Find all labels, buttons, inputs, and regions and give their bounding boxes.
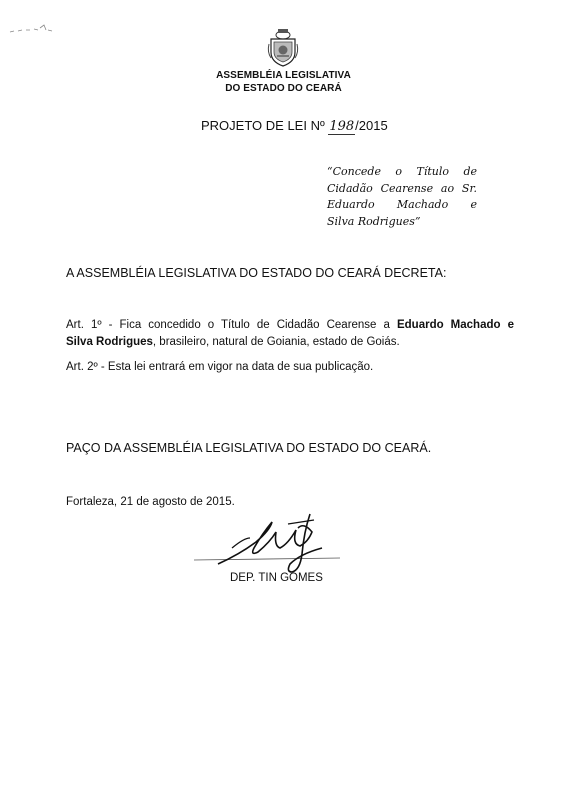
bill-title xyxy=(201,118,388,135)
closing-statement: PAÇO DA ASSEMBLÉIA LEGISLATIVA DO ESTADO DO CEARÁ. xyxy=(66,441,432,455)
article-1-rest: , brasileiro, natural de Goiania, estado de Goiás. xyxy=(152,336,400,348)
signature xyxy=(192,508,342,574)
scan-mark xyxy=(8,22,54,36)
bill-summary-line: “Concede o Título de xyxy=(327,165,477,178)
bill-summary-line: Eduardo Machado e xyxy=(327,198,477,211)
article-1 xyxy=(66,317,514,351)
bill-summary-line: Silva Rodrigues” xyxy=(327,214,421,228)
decree-heading: A ASSEMBLÉIA LEGISLATIVA DO ESTADO DO CEARÁ DECRETA: xyxy=(66,266,447,280)
institution-name-line2: DO ESTADO DO CEARÁ xyxy=(225,83,342,94)
signer-name: DEP. TIN GOMES xyxy=(230,572,323,584)
bill-year: /2015 xyxy=(355,118,388,133)
article-1-text: Art. 1º - Fica concedido o Título de Cidadão Cearense a xyxy=(66,319,397,331)
honoree-name-part2: Silva Rodrigues xyxy=(66,336,153,348)
bill-title-prefix: PROJETO DE LEI Nº xyxy=(201,118,329,133)
article-2: Art. 2º - Esta lei entrará em vigor na data de sua publicação. xyxy=(66,361,374,373)
place-and-date: Fortaleza, 21 de agosto de 2015. xyxy=(66,496,235,508)
honoree-name-part1: Eduardo Machado e xyxy=(396,319,514,331)
institution-name-line1: ASSEMBLÉIA LEGISLATIVA xyxy=(216,70,351,81)
bill-number: 198 xyxy=(329,119,355,134)
bill-summary xyxy=(327,164,477,230)
bill-summary-line: Cidadão Cearense ao Sr. xyxy=(327,181,477,195)
article-1-line1 xyxy=(66,317,514,334)
coat-of-arms-icon xyxy=(266,26,300,68)
